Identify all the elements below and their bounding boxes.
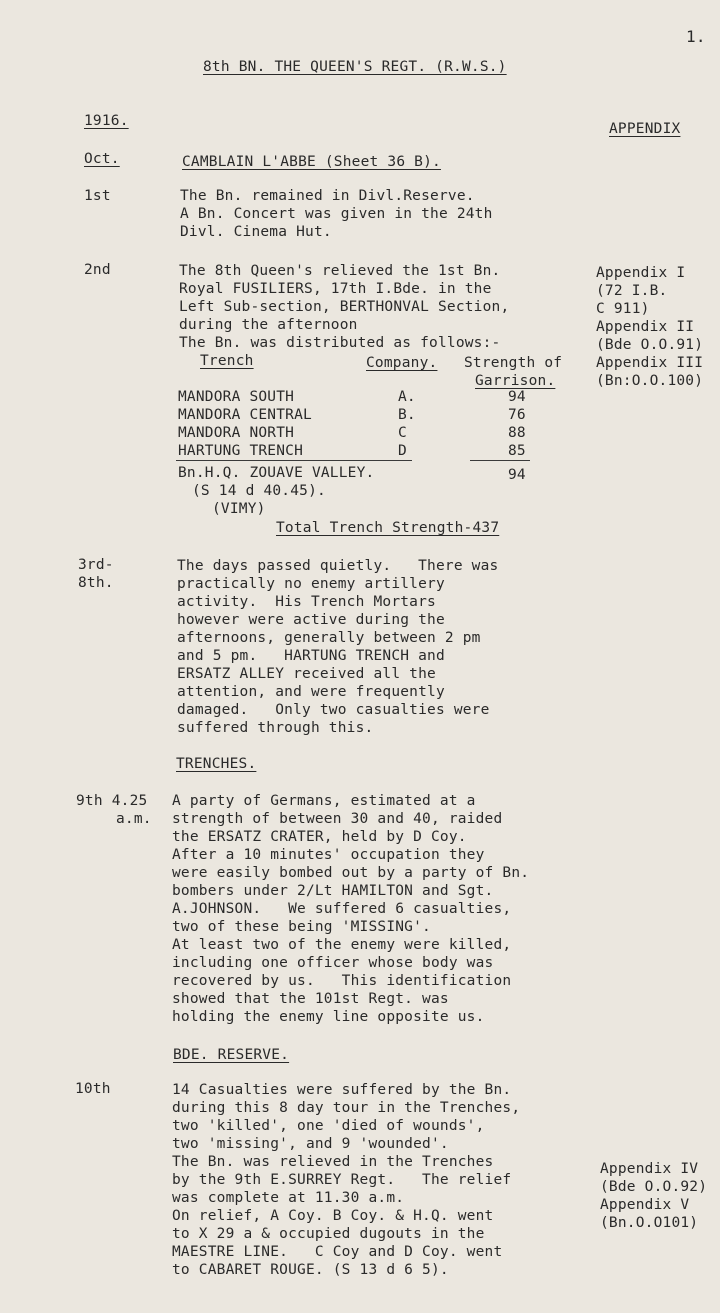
entry-line: After a 10 minutes' occupation they — [172, 847, 485, 863]
entry-text — [179, 262, 509, 352]
entry-text — [177, 557, 498, 737]
entry-line: by the 9th E.SURREY Regt. The relief — [172, 1172, 512, 1188]
table-row-company: C — [398, 425, 407, 441]
entry-line: attention, and were frequently — [177, 684, 445, 700]
month-label: Oct. — [84, 151, 120, 167]
entry-text — [180, 187, 493, 241]
appendix-ref: Appendix I — [596, 265, 686, 281]
hq-area: (VIMY) — [212, 501, 266, 517]
appendix-column-header: APPENDIX — [609, 121, 681, 137]
section-heading-bde-reserve: BDE. RESERVE. — [173, 1047, 290, 1063]
location-heading: CAMBLAIN L'ABBE (Sheet 36 B). — [182, 154, 441, 170]
year-label: 1916. — [84, 113, 129, 129]
entry-date: 2nd — [84, 262, 111, 278]
entry-line: and 5 pm. HARTUNG TRENCH and — [177, 648, 445, 664]
table-divider — [176, 460, 412, 461]
entry-line: two 'missing', and 9 'wounded'. — [172, 1136, 449, 1152]
table-row-company: A. — [398, 389, 416, 405]
entry-line: The Bn. remained in Divl.Reserve. — [180, 188, 475, 204]
table-divider — [470, 460, 530, 461]
appendix-ref: (Bde O.O.91) — [596, 337, 704, 353]
table-row-strength: 88 — [508, 425, 526, 441]
entry-date: 9th 4.25 — [76, 793, 148, 809]
table-row-company: D — [398, 443, 407, 459]
appendix-ref: (Bde O.O.92) — [600, 1179, 708, 1195]
entry-line: Royal FUSILIERS, 17th I.Bde. in the — [179, 281, 492, 297]
table-row-company: B. — [398, 407, 416, 423]
appendix-ref: (72 I.B. — [596, 283, 668, 299]
table-header-strength: Strength of — [464, 355, 563, 371]
entry-line: practically no enemy artillery — [177, 576, 445, 592]
entry-line: were easily bombed out by a party of Bn. — [172, 865, 530, 881]
entry-line: bombers under 2/Lt HAMILTON and Sgt. — [172, 883, 494, 899]
entry-date: 1st — [84, 188, 111, 204]
entry-text — [172, 792, 529, 1026]
appendix-ref: (Bn:O.O.100) — [596, 373, 704, 389]
entry-line: two 'killed', one 'died of wounds', — [172, 1118, 485, 1134]
appendix-ref: Appendix III — [596, 355, 704, 371]
entry-line: during this 8 day tour in the Trenches, — [172, 1100, 521, 1116]
entry-line: Left Sub-section, BERTHONVAL Section, — [179, 299, 510, 315]
hq-location: Bn.H.Q. ZOUAVE VALLEY. — [178, 465, 375, 481]
entry-line: holding the enemy line opposite us. — [172, 1009, 485, 1025]
entry-line: however were active during the — [177, 612, 445, 628]
entry-line: to X 29 a & occupied dugouts in the — [172, 1226, 485, 1242]
entry-line: strength of between 30 and 40, raided — [172, 811, 503, 827]
table-row-strength: 85 — [508, 443, 526, 459]
entry-line: At least two of the enemy were killed, — [172, 937, 512, 953]
total-trench-strength: Total Trench Strength-437 — [276, 520, 500, 536]
appendix-references — [600, 1160, 707, 1232]
entry-line: A.JOHNSON. We suffered 6 casualties, — [172, 901, 512, 917]
entry-line: two of these being 'MISSING'. — [172, 919, 431, 935]
entry-line: the ERSATZ CRATER, held by D Coy. — [172, 829, 467, 845]
entry-line: A party of Germans, estimated at a — [172, 793, 476, 809]
table-header-garrison: Garrison. — [475, 373, 556, 389]
entry-line: to CABARET ROUGE. (S 13 d 6 5). — [172, 1262, 449, 1278]
table-row-trench: MANDORA NORTH — [178, 425, 295, 441]
table-header-trench: Trench — [200, 353, 254, 369]
hq-map-reference: (S 14 d 40.45). — [192, 483, 326, 499]
entry-date: 10th — [75, 1081, 111, 1097]
entry-time: a.m. — [116, 811, 152, 827]
table-row-trench: MANDORA CENTRAL — [178, 407, 312, 423]
entry-line: activity. His Trench Mortars — [177, 594, 436, 610]
entry-line: The days passed quietly. There was — [177, 558, 499, 574]
page-title: 8th BN. THE QUEEN'S REGT. (R.W.S.) — [203, 59, 507, 75]
entry-line: The Bn. was distributed as follows:- — [179, 335, 501, 351]
section-heading-trenches: TRENCHES. — [176, 756, 257, 772]
entry-line: suffered through this. — [177, 720, 374, 736]
table-row-trench: HARTUNG TRENCH — [178, 443, 304, 459]
appendix-ref: (Bn.O.O101) — [600, 1215, 699, 1231]
entry-line: recovered by us. This identification — [172, 973, 512, 989]
page-number: 1. — [686, 27, 706, 46]
appendix-ref: Appendix V — [600, 1197, 690, 1213]
table-row-strength: 94 — [508, 389, 526, 405]
entry-line: On relief, A Coy. B Coy. & H.Q. went — [172, 1208, 494, 1224]
appendix-ref: Appendix II — [596, 319, 695, 335]
entry-text — [172, 1081, 520, 1279]
entry-line: damaged. Only two casualties were — [177, 702, 490, 718]
entry-date: 3rd- — [78, 557, 114, 573]
entry-line: afternoons, generally between 2 pm — [177, 630, 481, 646]
table-header-company: Company. — [366, 355, 438, 371]
hq-strength: 94 — [508, 467, 526, 483]
table-row-strength: 76 — [508, 407, 526, 423]
entry-line: including one officer whose body was — [172, 955, 494, 971]
entry-line: showed that the 101st Regt. was — [172, 991, 449, 1007]
table-row-trench: MANDORA SOUTH — [178, 389, 295, 405]
entry-line: was complete at 11.30 a.m. — [172, 1190, 405, 1206]
entry-line: 14 Casualties were suffered by the Bn. — [172, 1082, 512, 1098]
entry-date: 8th. — [78, 575, 114, 591]
entry-line: ERSATZ ALLEY received all the — [177, 666, 436, 682]
appendix-references — [596, 264, 703, 390]
entry-line: during the afternoon — [179, 317, 358, 333]
entry-line: A Bn. Concert was given in the 24th — [180, 206, 493, 222]
entry-line: The Bn. was relieved in the Trenches — [172, 1154, 494, 1170]
appendix-ref: Appendix IV — [600, 1161, 699, 1177]
appendix-ref: C 911) — [596, 301, 650, 317]
entry-line: Divl. Cinema Hut. — [180, 224, 332, 240]
entry-line: The 8th Queen's relieved the 1st Bn. — [179, 263, 501, 279]
entry-line: MAESTRE LINE. C Coy and D Coy. went — [172, 1244, 503, 1260]
